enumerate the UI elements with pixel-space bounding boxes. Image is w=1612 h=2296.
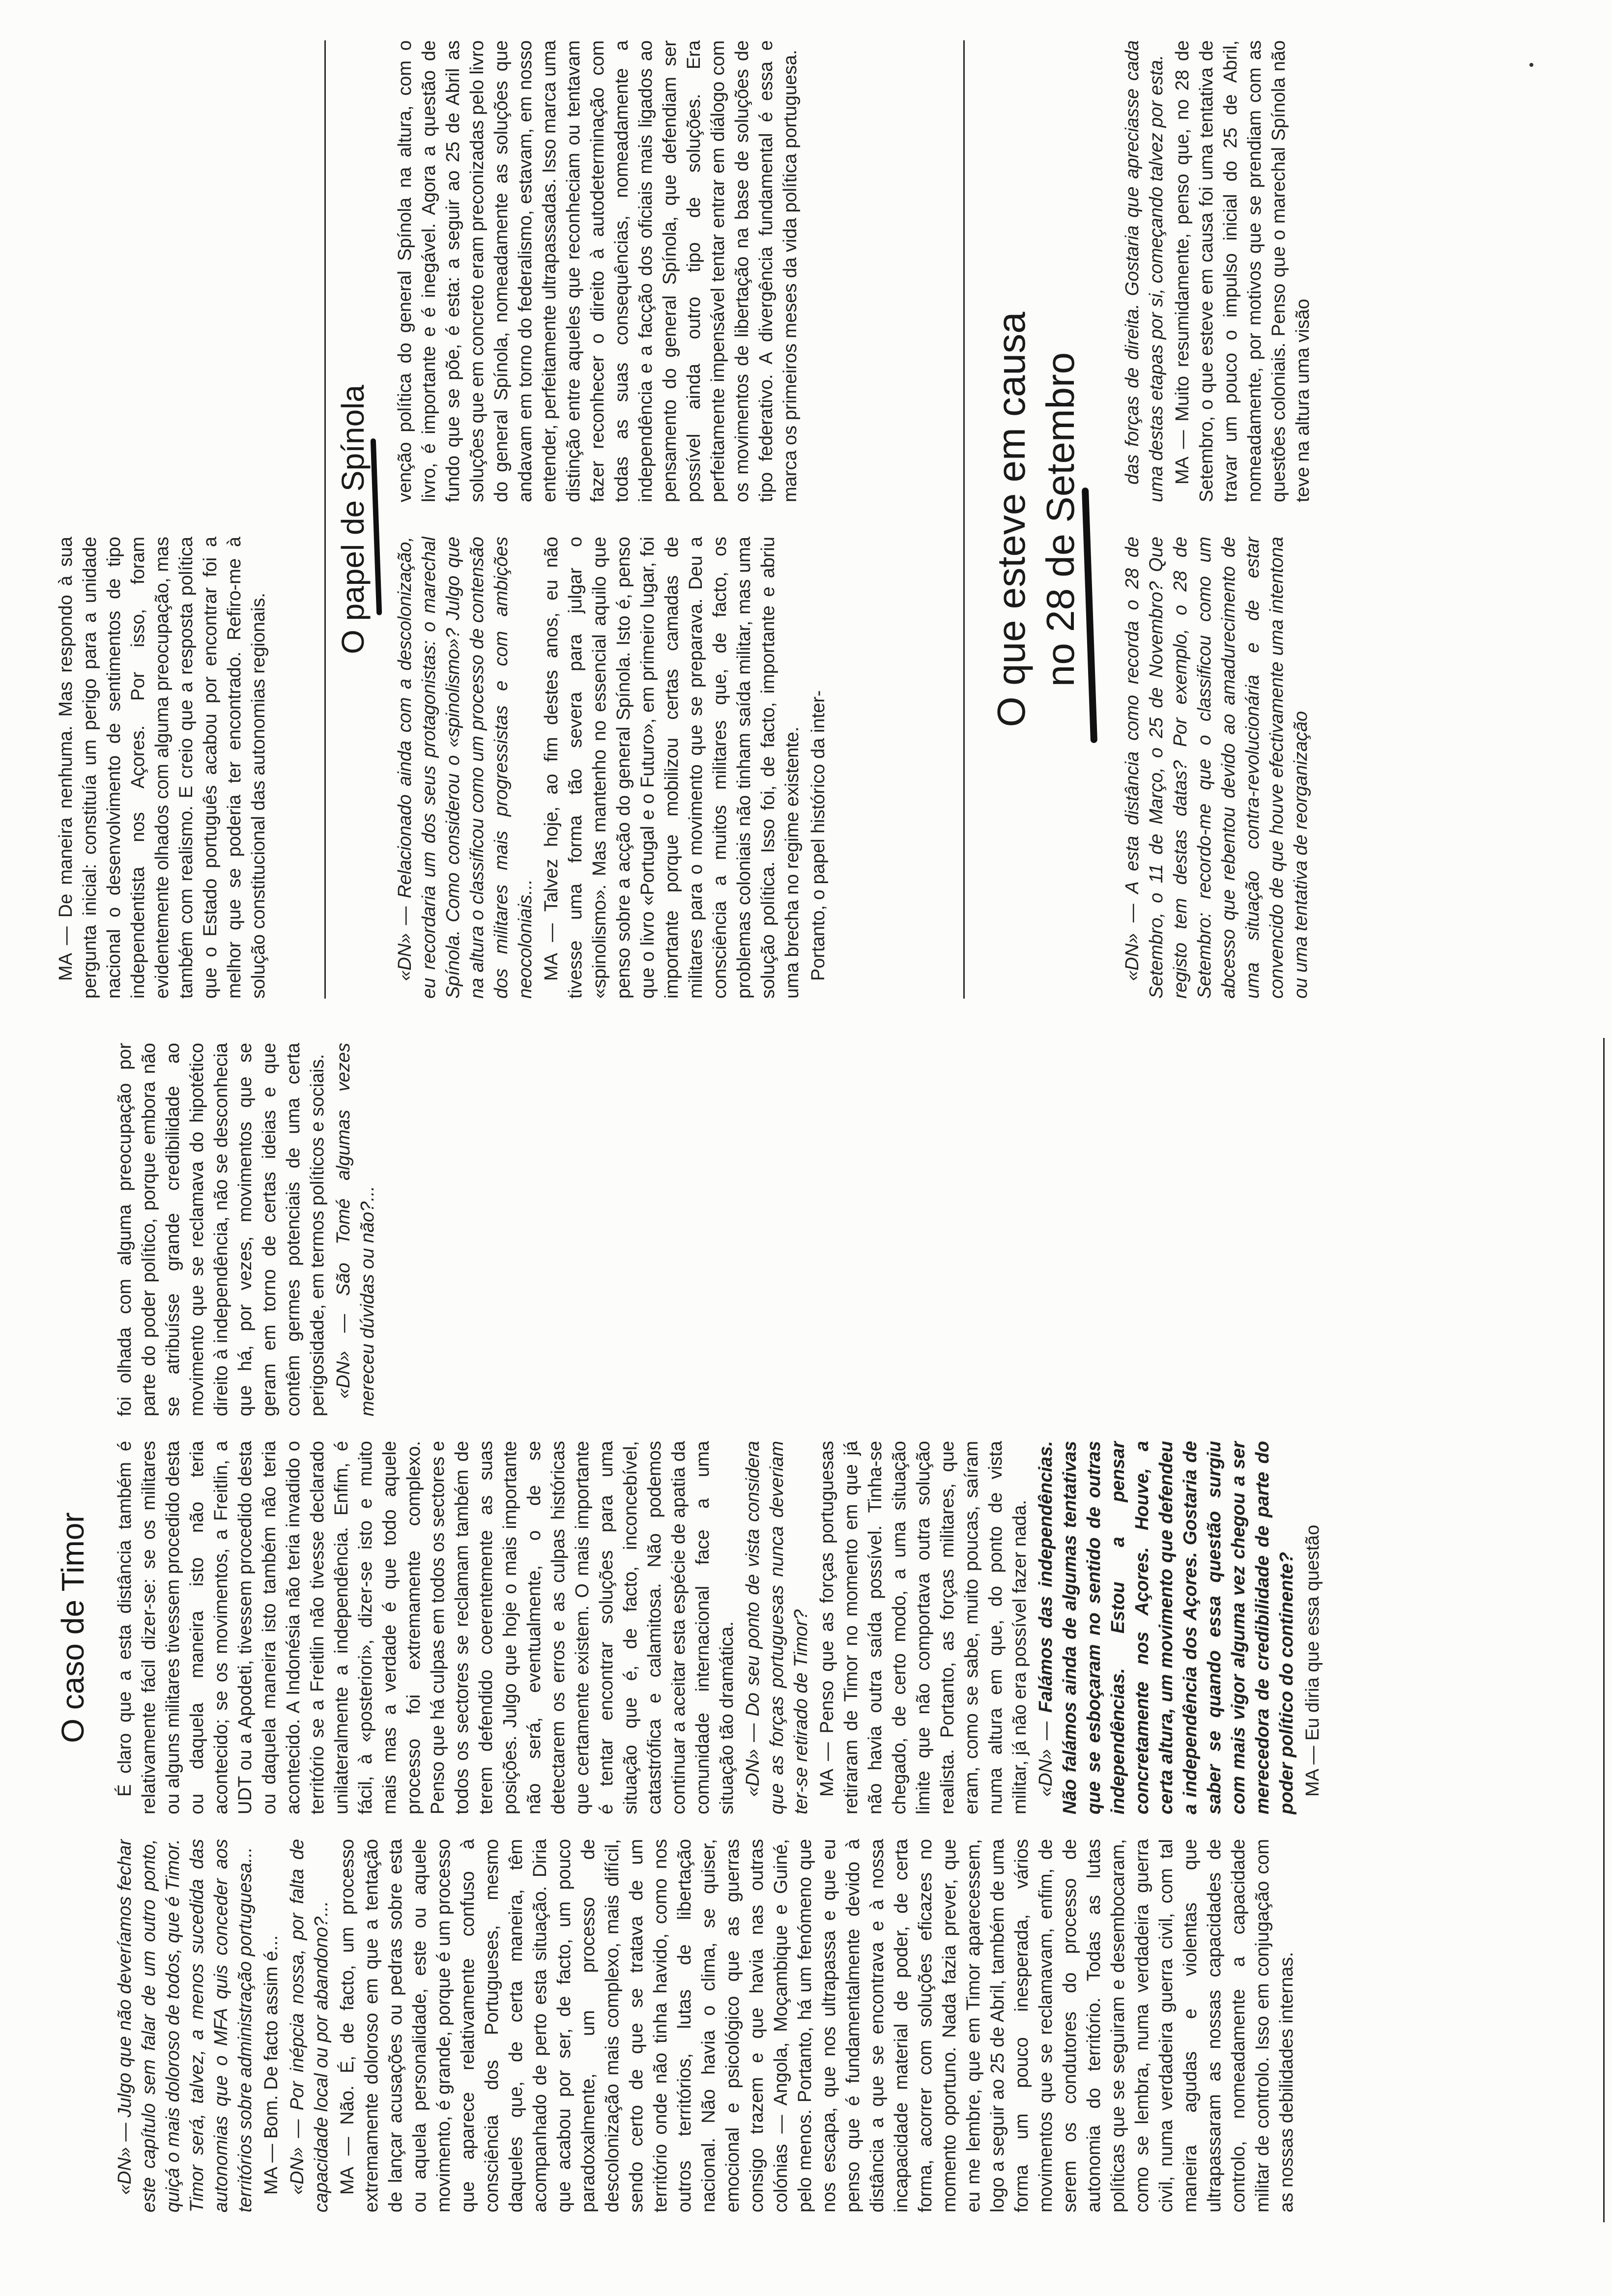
spinola-top-rule	[324, 40, 326, 999]
setembro-top-rule	[963, 40, 965, 999]
heading-underline-spinola	[371, 438, 382, 615]
question-paragraph: «DN» — Relacionado ainda com a descolonização, eu recordaria um dos seus protagonistas: o marechal Spínola. Como considerou o «spinolismo»? Julgo que na altura o classificou como um processo de contensão dos militares mais progressistas e com ambições neocoloniais...	[395, 537, 536, 999]
answer-paragraph: MA — Talvez hoje, ao fim destes anos, eu não tivesse uma forma tão severa para julgar o «spinolismo». Mas mantenho no essencial aquilo que penso sobre a acção do general Spínola. Isto é, penso que o livro «Portugal e o Futuro», em primeiro lugar, foi importante porque mobilizou certas camadas de militares para o movimento que se preparava. Deu a consciência a muitos militares que, de facto, os problemas coloniais não tinham saída militar, mas uma solução política. Isso foi, de facto, importante e abriu uma brecha no regime existente.	[541, 537, 803, 999]
column-timor-3	[113, 1043, 1592, 1416]
heading-setembro-line1: O que esteve em causa	[989, 312, 1033, 727]
bold-question: Falámos das independências. Não falámos ainda de algumas tentativas que se esboçaram no sentido de outras independências. Estou a pensar concretamente nos Açores. Houve, a certa altura, um movimento que defendeu a independência dos Açores. Gostaria de saber se quando essa questão surgiu com mais vigor alguma vez chegou a ser merecedora de credibilidade de parte do poder político do continente?	[1036, 1441, 1297, 1814]
heading-setembro-line2: no 28 de Setembro	[1038, 352, 1082, 687]
answer-paragraph: MA — Eu diria que essa questão	[1302, 1524, 1323, 1797]
column-azores-cont	[54, 40, 310, 502]
answer-paragraph: MA — Penso que as forças portuguesas retiraram de Timor no momento em que já não havia outra saída possível. Tinha-se chegado, de certo modo, a uma situação limite que não comportava outra solução realista. Portanto, as forças militares, que eram, como se sabe, muito poucas, saíram numa altura em que, do ponto de vista militar, já não era possível fazer nada.	[817, 1441, 1030, 1814]
question-paragraph: «DN» — Julgo que não deveríamos fechar este capítulo sem falar de um outro ponto, quiçá o mais doloroso de todos, que é Timor. Timor será, talvez, a menos sucedida das autonomias que o MFA quis conceder aos territórios sobre administração portuguesa...	[115, 1839, 256, 2212]
question-paragraph: «DN» — Por inépcia nossa, por falta de capacidade local ou por abandono?...	[287, 1839, 332, 2212]
question-paragraph	[1034, 1441, 1299, 1814]
question-paragraph: «DN» — A esta distância como recorda o 28 de Setembro, o 11 de Março, o 25 de Novembro? Que registo tem destas datas? Por exemplo, o 28 de Setembro: recordo-me que o classificou como um abcesso que rebentou devido ao amadurecimento de uma situação contra-revolucionária e de estar convencido de que houve efectivamente uma intentona ou uma tentativa de reorganização	[1122, 537, 1311, 999]
column-setembro-2	[1121, 40, 1592, 502]
column-timor-1	[113, 1839, 1592, 2212]
answer-paragraph: MA — Muito resumidamente, penso que, no 28 de Setembro, o que esteve em causa foi uma tentativa de travar um pouco o impulso inicial do 25 de Abril, nomeadamente, por motivos que se prendiam com as questões coloniais. Penso que o marechal Spínola não teve na altura uma visão	[1172, 40, 1313, 502]
heading-timor: O caso de Timor	[55, 1512, 90, 1743]
continued-paragraph: foi olhada com alguma preocupação por parte do poder político, porque embora não se atribuísse grande credibilidade ao movimento que se reclamava do hipotético direito à independência, não se desconhecia que há, por vezes, movimentos que se geram em torno de certas ideias e que contêm germes potenciais de uma certa perigosidade, em termos políticos e sociais.	[115, 1043, 328, 1416]
continued-paragraph: venção política do general Spínola na altura, com o livro, é importante e é inegável. Agora a questão de fundo que se põe, é esta: a seguir ao 25 de Abril as soluções que em concreto eram preconizadas pelo livro do general Spínola, nomeadamente as soluções que andavam em torno do federalismo, estavam, em nosso entender, perfeitamente ultrapassadas. Isso marca uma distinção entre aqueles que reconheciam ou tentavam fazer reconhecer o direito à autodeterminação com todas as suas consequências, nomeadamente a independência e a facção dos oficiais mais ligados ao pensamento do general Spínola, que defendiam ser possível ainda outro tipo de soluções. Era perfeitamente impensável tentar entrar em diálogo com os movimentos de libertação na base de soluções de tipo federativo. A divergência fundamental é essa e marca os primeiros meses da vida política portuguesa.	[395, 40, 801, 502]
timor-bottom-rule	[1603, 1038, 1605, 2222]
column-setembro-1	[1121, 537, 1592, 999]
column-spinola-1	[393, 537, 934, 999]
answer-paragraph: MA — Não. É, de facto, um processo extremamente doloroso em que a tentação de lançar acusações ou pedras sobre esta ou aquela personalidade, este ou aquele movimento, é grande, porque é um processo que aparece relativamente confuso à consciência dos Portugueses, mesmo daqueles que, de certa maneira, têm acompanhado de perto esta situação. Diria que acabou por ser, de facto, um pouco paradoxalmente, um processo de descolonização mais complexo, mais difícil, sendo certo de que se tratava de um território onde não tinha havido, como nos outros territórios, lutas de libertação nacional. Não havia o clima, se quiser, emocional e psicológico que as guerras consigo trazem e que havia nas outras colónias — Angola, Moçambique e Guiné, pelo menos. Portanto, há um fenómeno que nos escapa, que nos ultrapassa e que eu penso que é fundamentalmente devido à distância a que se encontrava e à nossa incapacidade material de poder, de certa forma, acorrer com soluções eficazes no momento oportuno. Nada fazia prever, que eu me lembre, que em Timor aparecessem, logo a seguir ao 25 de Abril, também de uma forma um pouco inesperada, vários movimentos que se reclamavam, enfim, de serem os condutores do processo de autonomia do território. Todas as lutas políticas que se seguiram e desembocaram, como se lembra, numa verdadeira guerra civil, numa verdadeira guerra civil, com tal maneira agudas e violentas que ultrapassaram as nossas capacidades de controlo, nomeadamente a capacidade militar de controlo. Isso em conjugação com as nossas debilidades internas.	[337, 1839, 1297, 2212]
scan-speck	[1529, 63, 1533, 67]
answer-paragraph: É claro que a esta distância também é relativamente fácil dizer-se: se os militares ou alguns militares tivessem procedido desta ou daquela maneira isto não teria acontecido; se os movimentos, a Freitlin, a UDT ou a Apodeti, tivessem procedido desta ou daquela maneira isto também não teria acontecido. A Indonésia não teria invadido o território se a Freitlin não tivesse declarado unilateralmente a independência. Enfim, é fácil, à «posteriori», dizer-se isto e muito mais mas a verdade é que todo aquele processo foi extremamente complexo. Penso que há culpas em todos os sectores e todos os sectores se reclamam também de terem defendido coerentemente as suas posições. Julgo que hoje o mais importante não será, eventualmente, o de se detectarem os erros e as culpas históricas que certamente existem. O mais importante é tentar encontrar soluções para uma situação que é, de facto, inconcebível, catastrófica e calamitosa. Não podemos continuar a aceitar esta espécie de apatia da comunidade internacional face a uma situação tão dramática.	[115, 1441, 737, 1814]
answer-paragraph: Portanto, o papel histórico da inter-	[808, 690, 829, 981]
column-spinola-2	[393, 40, 934, 502]
heading-spinola: O papel de Spínola	[335, 385, 371, 654]
question-paragraph: das forças de direita. Gostaria que apreciasse cada uma destas etapas por si, começando talvez por esta.	[1122, 40, 1167, 502]
column-timor-2	[113, 1441, 1592, 1814]
interviewer-tag: «DN» —	[1036, 1713, 1056, 1797]
answer-paragraph: MA — Bom. De facto assim é...	[261, 1935, 282, 2195]
column-azores-answer	[54, 537, 310, 999]
question-paragraph: «DN» — São Tomé algumas vezes mereceu dúvidas ou não?...	[333, 1043, 378, 1416]
answer-paragraph: MA — De maneira nenhuma. Mas respondo à sua pergunta inicial: constituía um perigo para a unidade nacional o desenvolvimento de sentimentos de tipo independentista nos Açores. Por isso, foram evidentemente olhados com alguma preocupação, mas também com realismo. E creio que a resposta política que o Estado português acabou por encontrar foi a melhor que se poderia ter encontrado. Refiro-me à solução constitucional das autonomias regionais.	[56, 537, 269, 999]
question-paragraph: «DN» — Do seu ponto de vista considera que as forças portuguesas nunca deveriam ter-se retirado de Timor?	[743, 1441, 811, 1814]
